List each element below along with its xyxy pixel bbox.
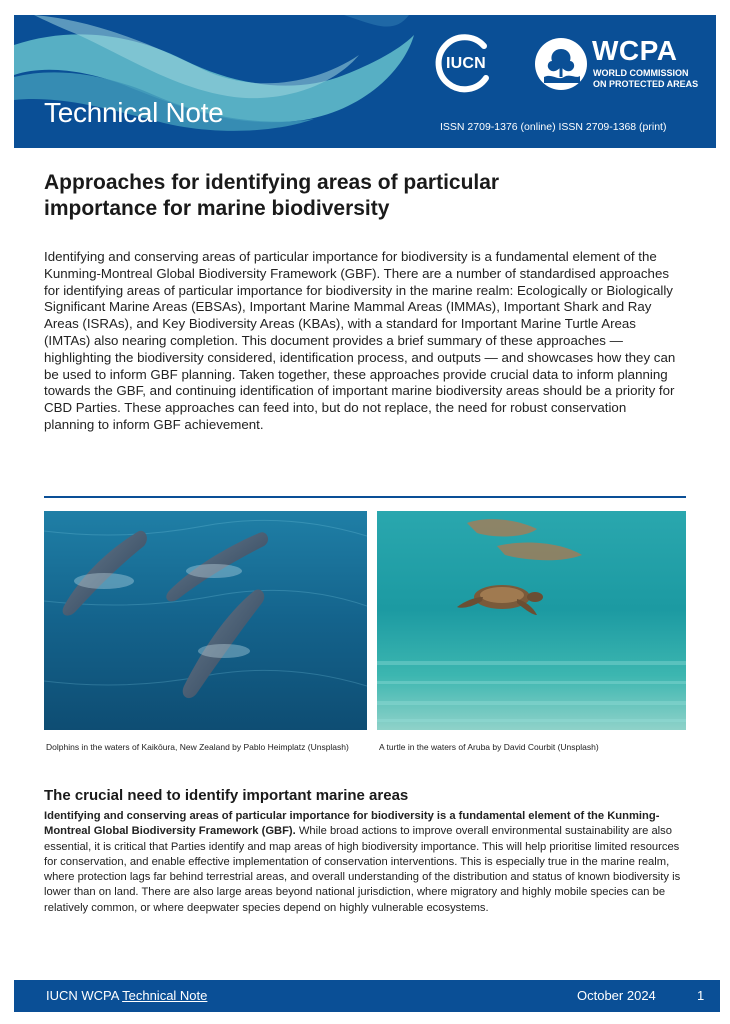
footer-bar xyxy=(14,980,720,1012)
wcpa-subtitle-line: WORLD COMMISSION xyxy=(593,68,689,78)
wcpa-emblem-icon xyxy=(534,37,588,91)
series-title: Technical Note xyxy=(44,97,224,128)
dolphins-photo xyxy=(44,511,367,730)
document-title: Approaches for identifying areas of particular importance for marine biodiversity xyxy=(44,171,500,220)
section-body xyxy=(44,809,684,916)
abstract-paragraph: Identifying and conserving areas of particular importance for biodiversity is a fundamental element of the Kunming-Montreal Global Biodiversity Framework (GBF). There are a number of standardised approaches for identifying areas of particular importance for biodiversity in the marine realm: Ecologically or Biologically Significant Marine Areas (EBSAs), Important Marine Mammal Areas (IMMAs), Important Shark and Ray Areas (ISRAs), and Key Biodiversity Areas (KBAs), with a standard for Important Marine Turtle Areas (IMTAs) also nearing completion. This document provides a brief summary of these approaches — highlighting the biodiversity considered, identification process, and outputs — and showcases how they can be used to inform GBF planning. Taken together, these approaches provide crucial data to inform planning towards the GBF, and continuing identification of important marine biodiversity areas should be a priority for CBD Parties. These approaches can feed into, but do not replace, the need for robust conservation planning to inform GBF achievement. xyxy=(44,249,676,432)
section-body-text: While broad actions to improve overall environmental sustainability are also essential, it is critical that Parties identify and map areas of high biodiversity importance. This will help prioritise limited resources for conservation, and enable effective implementation of conservation interventions. This is especially true in the marine realm, where protection lags far behind terrestrial areas, and overall understanding of the distribution and status of known biodiversity is lower than on land. There are also large areas beyond national jurisdiction, where migratory and highly mobile species can be relatively common, or where deepwater species depend on highly vulnerable ecosystems. xyxy=(44,825,681,914)
photo-caption: A turtle in the waters of Aruba by David Courbit (Unsplash) xyxy=(379,742,599,752)
page-number: 1 xyxy=(697,988,705,1003)
footer-date: October 2024 xyxy=(577,988,656,1003)
divider-rule xyxy=(44,496,686,498)
wcpa-subtitle xyxy=(593,68,698,90)
iucn-logo-text: IUCN xyxy=(446,55,486,72)
issn-numbers: ISSN 2709-1376 (online) ISSN 2709-1368 (print) xyxy=(440,121,667,133)
wcpa-name: WCPA xyxy=(592,35,678,66)
footer-series-link[interactable]: Technical Note xyxy=(122,988,208,1003)
turtle-photo xyxy=(377,511,686,730)
wcpa-subtitle-line: ON PROTECTED AREAS xyxy=(593,79,699,89)
photo-caption: Dolphins in the waters of Kaikōura, New Zealand by Pablo Heimplatz (Unsplash) xyxy=(46,742,349,752)
header-banner xyxy=(14,15,716,148)
section-lead-bold: Identifying and conserving areas of particular importance for biodiversity is a fundamental element of the Kunming-Montreal Global Biodiversity Framework (GBF). xyxy=(44,810,660,838)
section-heading: The crucial need to identify important marine areas xyxy=(44,787,409,804)
footer-series xyxy=(46,988,207,1003)
footer-org: IUCN WCPA xyxy=(46,988,119,1003)
